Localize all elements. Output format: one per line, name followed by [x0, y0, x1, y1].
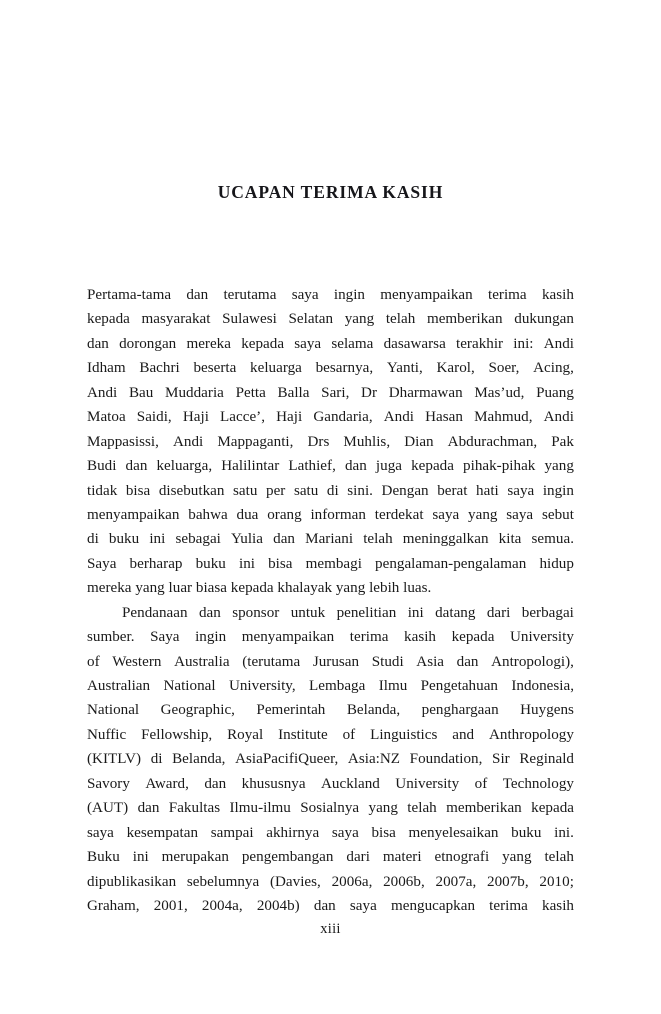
- text-line: Buku ini merupakan pengembangan dari materi etnografi yang telah: [87, 849, 574, 866]
- paragraph: [87, 601, 574, 919]
- paragraph: [87, 283, 574, 601]
- text-line: menyampaikan bahwa dua orang informan terdekat saya yang saya sebut: [87, 506, 574, 523]
- text-line: sumber. Saya ingin menyampaikan terima kasih kepada University: [87, 629, 574, 646]
- text-line: Mappasissi, Andi Mappaganti, Drs Muhlis, Dian Abdurachman, Pak: [87, 433, 574, 450]
- text-line: dipublikasikan sebelumnya (Davies, 2006a, 2006b, 2007a, 2007b, 2010;: [87, 873, 574, 890]
- text-line: Matoa Saidi, Haji Lacce’, Haji Gandaria, Andi Hasan Mahmud, Andi: [87, 409, 574, 426]
- text-line: Budi dan keluarga, Halilintar Lathief, dan juga kepada pihak-pihak yang: [87, 458, 574, 475]
- text-line: Australian National University, Lembaga Ilmu Pengetahuan Indonesia,: [87, 678, 574, 694]
- text-line: of Western Australia (terutama Jurusan Studi Asia dan Antropologi),: [87, 653, 574, 670]
- text-line: tidak bisa disebutkan satu per satu di sini. Dengan berat hati saya ingin: [87, 482, 574, 499]
- text-line: di buku ini sebagai Yulia dan Mariani telah meninggalkan kita semua.: [87, 531, 574, 548]
- text-line: (AUT) dan Fakultas Ilmu-ilmu Sosialnya yang telah memberikan kepada: [87, 800, 574, 817]
- text-line: saya kesempatan sampai akhirnya saya bisa menyelesaikan buku ini.: [87, 824, 574, 841]
- text-line: (KITLV) di Belanda, AsiaPacifiQueer, Asia:NZ Foundation, Sir Reginald: [87, 751, 574, 768]
- text-line: Andi Bau Muddaria Petta Balla Sari, Dr Dharmawan Mas’ud, Puang: [87, 384, 574, 401]
- body-text-block: [87, 283, 574, 918]
- text-line: Saya berharap buku ini bisa membagi pengalaman-pengalaman hidup: [87, 555, 574, 572]
- text-line: Pertama-tama dan terutama saya ingin menyampaikan terima kasih: [87, 287, 574, 303]
- text-line: Nuffic Fellowship, Royal Institute of Linguistics and Anthropology: [87, 726, 574, 743]
- text-line: kepada masyarakat Sulawesi Selatan yang telah memberikan dukungan: [87, 311, 574, 328]
- text-line: Savory Award, dan khususnya Auckland University of Technology: [87, 775, 574, 792]
- page-number: xiii: [320, 921, 341, 937]
- text-line: Graham, 2001, 2004a, 2004b) dan saya mengucapkan terima kasih: [87, 897, 574, 914]
- text-line: dan dorongan mereka kepada saya selama dasawarsa terakhir ini: Andi: [87, 335, 574, 352]
- text-line: mereka yang luar biasa kepada khalayak yang lebih luas.: [87, 580, 432, 597]
- page-title: UCAPAN TERIMA KASIH: [217, 181, 444, 202]
- text-line: Idham Bachri beserta keluarga besarnya, Yanti, Karol, Soer, Acing,: [87, 360, 574, 377]
- text-line: Pendanaan dan sponsor untuk penelitian ini datang dari berbagai: [122, 604, 574, 621]
- text-line: National Geographic, Pemerintah Belanda, penghargaan Huygens: [87, 702, 574, 719]
